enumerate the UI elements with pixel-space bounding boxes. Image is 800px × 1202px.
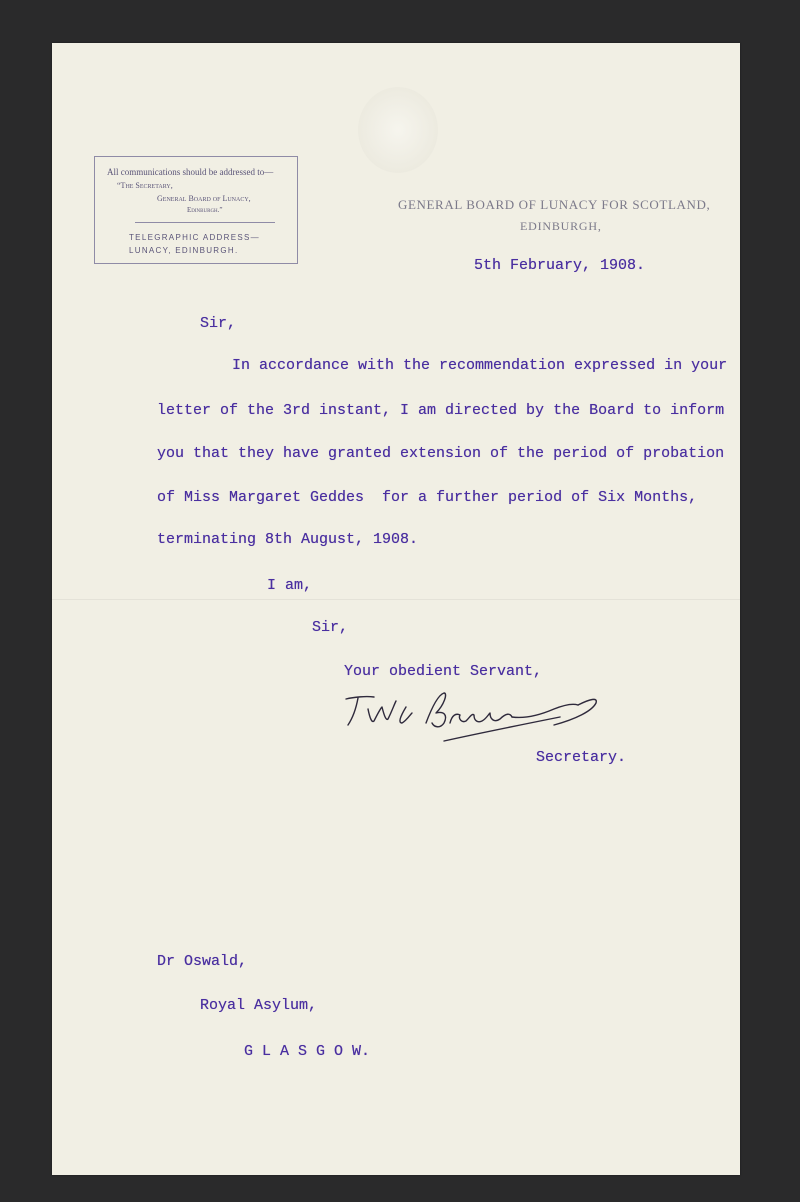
- body-line: of Miss Margaret Geddes for a further period of Six Months,: [157, 489, 698, 506]
- letterhead-city: EDINBURGH,: [520, 219, 602, 233]
- closing-sir: Sir,: [312, 619, 349, 636]
- stamp-telegraphic-address: LUNACY, EDINBURGH.: [129, 246, 239, 255]
- body-line: In accordance with the recommendation expressed in your: [232, 357, 728, 374]
- stamp-city: Edinburgh.”: [187, 206, 223, 214]
- salutation: Sir,: [200, 315, 237, 332]
- closing-i-am: I am,: [267, 577, 313, 594]
- body-line: terminating 8th August, 1908.: [157, 531, 419, 548]
- embossed-seal: [358, 87, 438, 173]
- letter-date: 5th February, 1908.: [474, 257, 646, 274]
- letter-paper: [52, 43, 740, 1175]
- stamp-secretary: “The Secretary,: [117, 181, 173, 190]
- body-line: letter of the 3rd instant, I am directed by the Board to inform: [157, 402, 725, 419]
- stamp-divider: [135, 222, 275, 223]
- recipient-city: G L A S G O W.: [244, 1043, 371, 1060]
- signatory-title: Secretary.: [536, 749, 627, 766]
- letterhead-organization: GENERAL BOARD OF LUNACY FOR SCOTLAND,: [398, 197, 711, 212]
- paper-fold: [52, 599, 740, 600]
- recipient-institution: Royal Asylum,: [200, 997, 318, 1014]
- recipient-name: Dr Oswald,: [157, 953, 248, 970]
- stamp-instruction: All communications should be addressed to—: [107, 167, 274, 177]
- stamp-board: General Board of Lunacy,: [157, 194, 251, 203]
- closing-servant: Your obedient Servant,: [344, 663, 543, 680]
- address-stamp: [94, 156, 298, 264]
- body-line: you that they have granted extension of the period of probation: [157, 445, 725, 462]
- stamp-telegraphic-label: TELEGRAPHIC ADDRESS—: [129, 233, 260, 242]
